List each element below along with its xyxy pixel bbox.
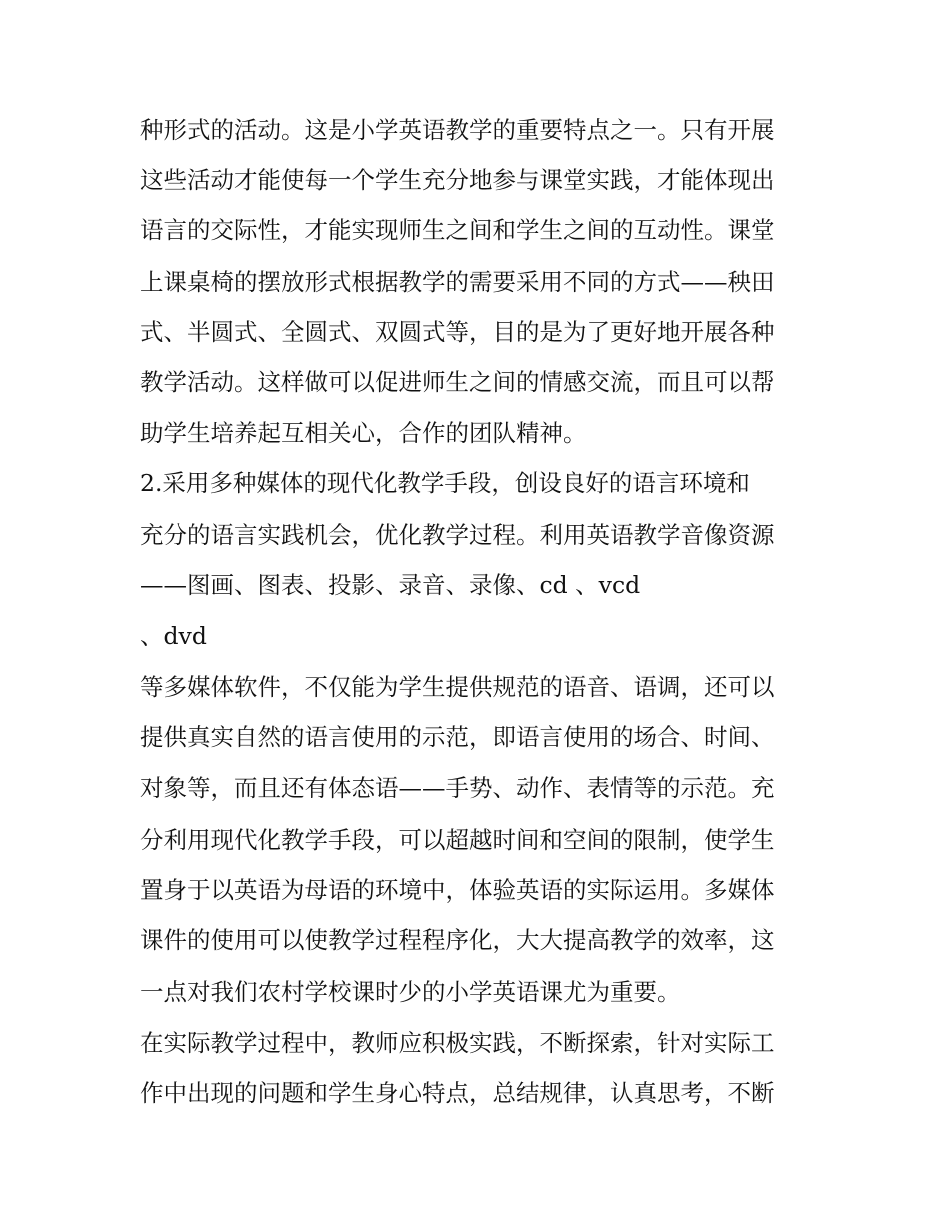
text-line: 种形式的活动。这是小学英语教学的重要特点之一。只有开展 (140, 116, 775, 144)
text-line: 充分的语言实践机会，优化教学过程。利用英语教学音像资源 (140, 521, 775, 549)
text-line: 上课桌椅的摆放形式根据教学的需要采用不同的方式——秧田 (140, 268, 775, 296)
text-line: 在实际教学过程中，教师应积极实践，不断探索，针对实际工 (140, 1029, 775, 1057)
text-line: 分利用现代化教学手段，可以超越时间和空间的限制，使学生 (140, 826, 775, 854)
text-line: 作中出现的问题和学生身心特点，总结规律，认真思考，不断 (140, 1079, 775, 1107)
text-line: 对象等，而且还有体态语——手势、动作、表情等的示范。充 (140, 774, 775, 802)
text-line: 课件的使用可以使教学过程程序化，大大提高教学的效率，这 (140, 926, 775, 954)
text-line: 教学活动。这样做可以促进师生之间的情感交流，而且可以帮 (140, 368, 775, 396)
text-line: 这些活动才能使每一个学生充分地参与课堂实践，才能体现出 (140, 166, 775, 194)
text-line: 一点对我们农村学校课时少的小学英语课尤为重要。 (140, 978, 681, 1006)
text-line: 、dvd (140, 622, 207, 650)
text-line: 助学生培养起互相关心，合作的团队精神。 (140, 419, 587, 447)
text-line: 提供真实自然的语言使用的示范，即语言使用的场合、时间、 (140, 723, 775, 751)
text-line: 置身于以英语为母语的环境中，体验英语的实际运用。多媒体 (140, 876, 775, 904)
text-line: ——图画、图表、投影、录音、录像、cd 、vcd (140, 571, 641, 599)
text-line: 语言的交际性，才能实现师生之间和学生之间的互动性。课堂 (140, 216, 775, 244)
text-line: 2.采用多种媒体的现代化教学手段，创设良好的语言环境和 (140, 469, 750, 497)
text-line: 式、半圆式、全圆式、双圆式等，目的是为了更好地开展各种 (140, 318, 775, 346)
text-line: 等多媒体软件，不仅能为学生提供规范的语音、语调，还可以 (140, 673, 775, 701)
